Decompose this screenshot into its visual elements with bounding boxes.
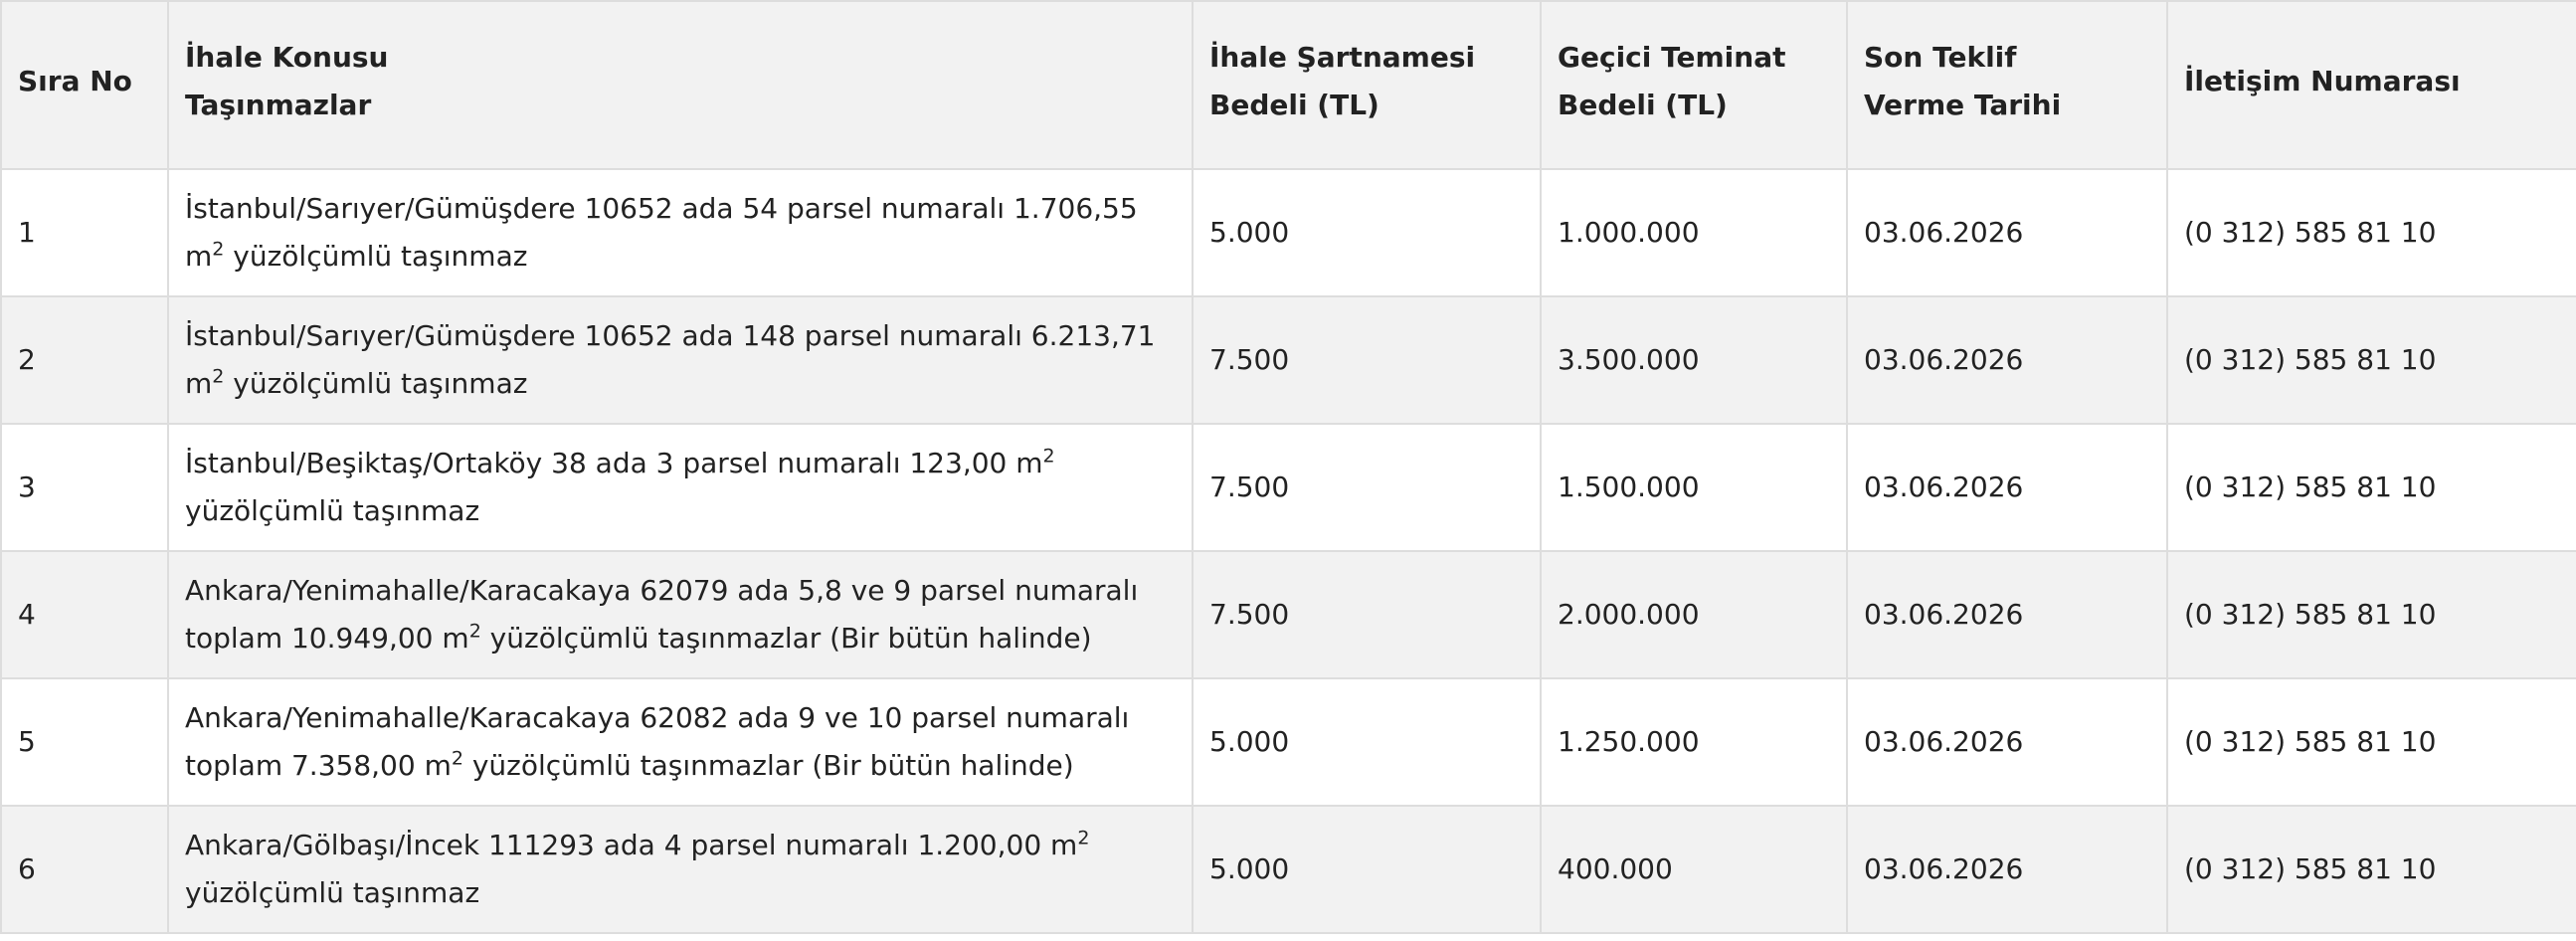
table-body [1,169,2576,933]
header-teminat-bedeli [1541,1,1847,169]
cell-sira-no: 4 [1,551,168,678]
unit-superscript: 2 [1077,827,1090,849]
table-row [1,806,2576,933]
cell-sartname-bedeli: 5.000 [1193,678,1541,806]
unit-superscript: 2 [451,747,463,770]
table-row [1,678,2576,806]
unit-superscript: 2 [212,365,225,388]
header-sira-no [1,1,168,169]
description-text: İstanbul/Sarıyer/Gümüşdere 10652 ada 54 parsel numaralı 1.706,55 m [185,192,1138,273]
cell-description [168,551,1193,678]
cell-teminat-bedeli: 2.000.000 [1541,551,1847,678]
cell-son-teklif-tarihi: 03.06.2026 [1847,678,2167,806]
cell-iletisim-numarasi: (0 312) 585 81 10 [2167,169,2576,296]
header-sartname-line1: İhale Şartnamesi [1209,40,1476,74]
header-son-teklif-tarihi [1847,1,2167,169]
table-row [1,551,2576,678]
table-header [1,1,2576,169]
cell-iletisim-numarasi: (0 312) 585 81 10 [2167,296,2576,424]
cell-sartname-bedeli: 7.500 [1193,551,1541,678]
unit-superscript: 2 [468,620,481,643]
table-row [1,424,2576,551]
header-iletisim-label: İletişim Numarası [2184,64,2461,97]
cell-sartname-bedeli: 7.500 [1193,424,1541,551]
header-teminat-line2: Bedeli (TL) [1558,88,1728,121]
description-text-rest: yüzölçümlü taşınmaz [224,240,528,273]
cell-iletisim-numarasi: (0 312) 585 81 10 [2167,424,2576,551]
table-row [1,169,2576,296]
header-sartname-line2: Bedeli (TL) [1209,88,1380,121]
cell-sira-no: 1 [1,169,168,296]
header-iletisim-numarasi [2167,1,2576,169]
table-row [1,296,2576,424]
description-text: Ankara/Yenimahalle/Karacakaya 62082 ada 9 ve 10 parsel numaralı toplam 7.358,00 m [185,701,1130,782]
description-text-rest: yüzölçümlü taşınmaz [185,876,480,909]
description-text-rest: yüzölçümlü taşınmaz [224,367,528,400]
cell-iletisim-numarasi: (0 312) 585 81 10 [2167,551,2576,678]
cell-iletisim-numarasi: (0 312) 585 81 10 [2167,806,2576,933]
cell-sartname-bedeli: 5.000 [1193,169,1541,296]
header-ihale-konusu-line2: Taşınmazlar [185,88,372,121]
description-text: Ankara/Gölbaşı/İncek 111293 ada 4 parsel numaralı 1.200,00 m [185,829,1078,861]
header-teminat-line1: Geçici Teminat [1558,40,1786,74]
cell-son-teklif-tarihi: 03.06.2026 [1847,806,2167,933]
description-text: İstanbul/Beşiktaş/Ortaköy 38 ada 3 parsel numaralı 123,00 m [185,447,1043,479]
description-text: Ankara/Yenimahalle/Karacakaya 62079 ada 5,8 ve 9 parsel numaralı toplam 10.949,00 m [185,574,1139,655]
cell-description [168,424,1193,551]
cell-description [168,169,1193,296]
cell-description [168,296,1193,424]
cell-sartname-bedeli: 7.500 [1193,296,1541,424]
cell-sira-no: 2 [1,296,168,424]
cell-son-teklif-tarihi: 03.06.2026 [1847,169,2167,296]
cell-sira-no: 6 [1,806,168,933]
cell-description [168,806,1193,933]
header-tarih-line2: Verme Tarihi [1864,88,2062,121]
cell-son-teklif-tarihi: 03.06.2026 [1847,551,2167,678]
cell-son-teklif-tarihi: 03.06.2026 [1847,296,2167,424]
description-text-rest: yüzölçümlü taşınmazlar (Bir bütün halinde) [462,749,1074,782]
cell-description [168,678,1193,806]
description-text-rest: yüzölçümlü taşınmazlar (Bir bütün halinde) [480,622,1092,655]
header-ihale-konusu-line1: İhale Konusu [185,40,389,74]
cell-teminat-bedeli: 400.000 [1541,806,1847,933]
cell-teminat-bedeli: 3.500.000 [1541,296,1847,424]
cell-teminat-bedeli: 1.250.000 [1541,678,1847,806]
cell-sartname-bedeli: 5.000 [1193,806,1541,933]
description-text: İstanbul/Sarıyer/Gümüşdere 10652 ada 148 parsel numaralı 6.213,71 m [185,319,1156,400]
header-ihale-konusu [168,1,1193,169]
header-tarih-line1: Son Teklif [1864,40,2017,74]
unit-superscript: 2 [212,238,225,261]
header-sira-no-label: Sıra No [18,64,132,97]
cell-sira-no: 5 [1,678,168,806]
header-sartname-bedeli [1193,1,1541,169]
header-row [1,1,2576,169]
description-text-rest: yüzölçümlü taşınmaz [185,494,480,527]
cell-son-teklif-tarihi: 03.06.2026 [1847,424,2167,551]
cell-teminat-bedeli: 1.500.000 [1541,424,1847,551]
cell-teminat-bedeli: 1.000.000 [1541,169,1847,296]
cell-sira-no: 3 [1,424,168,551]
unit-superscript: 2 [1042,445,1055,468]
cell-iletisim-numarasi: (0 312) 585 81 10 [2167,678,2576,806]
